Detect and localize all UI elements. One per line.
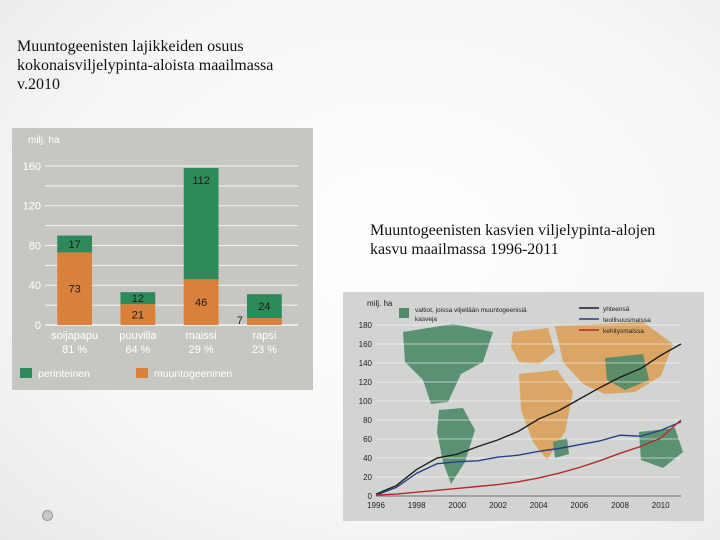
line-legend-label: kehitysmaissa	[603, 328, 644, 335]
line-x-tick-label: 2010	[651, 501, 670, 510]
line-x-tick-label: 2008	[611, 501, 629, 510]
map-legend-label-line1: valtiot, joissa viljellään muuntogeenisiä	[415, 307, 527, 314]
bar-category-label: puuvilla	[119, 330, 157, 342]
line-chart-with-world-map	[343, 292, 704, 521]
bar-chart-photo	[12, 128, 313, 390]
line-y-tick-label: 40	[363, 454, 372, 463]
bar-value-label-traditional: 12	[131, 293, 144, 306]
map-legend-swatch	[399, 308, 409, 318]
line-y-tick-label: 160	[358, 340, 372, 349]
line-legend-label: teollisuusmaissa	[603, 317, 651, 324]
bar-value-label-gm: 46	[195, 297, 208, 310]
bar-category-percent: 23 %	[251, 344, 277, 356]
bar-y-tick-label: 160	[22, 160, 41, 173]
line-y-tick-label: 180	[358, 321, 372, 330]
bar-category-label: rapsi	[252, 330, 277, 342]
bar-category-percent: 29 %	[188, 344, 214, 356]
line-x-tick-label: 2006	[570, 501, 589, 510]
bar-category-percent: 81 %	[62, 344, 88, 356]
line-x-tick-label: 1996	[367, 501, 385, 510]
line-y-tick-label: 80	[363, 416, 372, 425]
line-y-tick-label: 0	[367, 492, 372, 501]
legend-label-traditional: perinteinen	[38, 368, 90, 380]
bar-y-axis-label: milj. ha	[28, 135, 60, 146]
legend-swatch-gm	[136, 368, 148, 378]
line-y-tick-label: 100	[358, 397, 372, 406]
left-chart-caption: Muuntogeenisten lajikkeiden osuus kokonaisviljelypinta-aloista maailmassa v.2010	[17, 38, 274, 93]
line-x-tick-label: 1998	[407, 501, 426, 510]
bar-value-label-traditional: 24	[258, 301, 271, 314]
line-x-tick-label: 2002	[489, 501, 507, 510]
bar-category-label: maissi	[185, 330, 217, 342]
bar-category-percent: 64 %	[125, 344, 151, 356]
line-y-tick-label: 20	[363, 473, 372, 482]
stacked-bar-chart	[12, 128, 313, 390]
bar-segment-gm	[247, 318, 282, 325]
bar-y-tick-label: 40	[28, 280, 41, 293]
bar-y-tick-label: 80	[28, 240, 41, 253]
bar-value-label-gm: 73	[68, 283, 81, 296]
line-legend-label: yhteensä	[603, 306, 630, 313]
line-x-tick-label: 2000	[448, 501, 467, 510]
legend-swatch-traditional	[20, 368, 32, 378]
right-chart-caption: Muuntogeenisten kasvien viljelypinta-alojen kasvu maailmassa 1996-2011	[370, 222, 656, 258]
bar-value-label-gm: 7	[236, 315, 243, 327]
slide-bullet-icon	[42, 510, 53, 521]
bar-y-tick-label: 0	[34, 320, 41, 332]
line-y-tick-label: 120	[358, 378, 372, 387]
line-y-tick-label: 60	[363, 435, 372, 444]
bar-value-label-traditional: 17	[68, 238, 81, 251]
line-y-axis-label: milj. ha	[367, 299, 393, 308]
bar-category-label: soijapapu	[51, 330, 99, 342]
line-map-chart-photo	[343, 292, 704, 521]
map-legend-label-line2: kasveja	[415, 316, 438, 323]
bar-value-label-gm: 21	[131, 309, 144, 322]
bar-value-label-traditional: 112	[192, 174, 210, 187]
line-y-tick-label: 140	[358, 359, 372, 368]
legend-label-gm: muuntogeeninen	[154, 368, 233, 380]
line-x-tick-label: 2004	[529, 501, 548, 510]
bar-y-tick-label: 120	[22, 200, 41, 213]
